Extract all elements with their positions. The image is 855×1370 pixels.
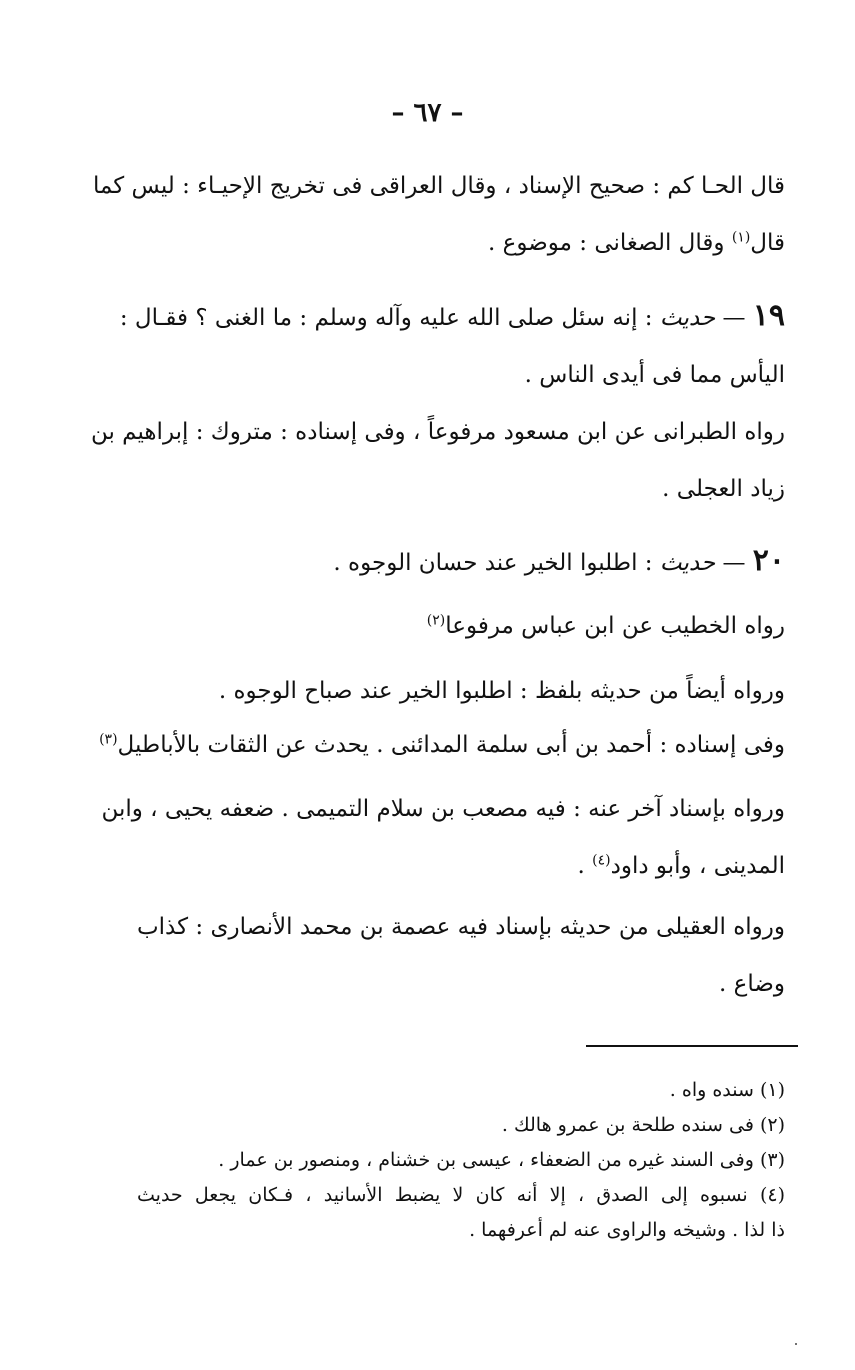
text-line	[137, 215, 785, 272]
hadith-number: ١٩	[752, 298, 785, 333]
text-fragment: : إنه سئل صلى الله عليه وآله وسلم : ما الغنى ؟ فقـال :	[119, 305, 653, 331]
text-line	[137, 838, 785, 895]
paragraph-musab	[101, 781, 785, 895]
paragraph-tabarani	[90, 404, 785, 518]
text-line: ورواه أيضاً من حديثه بلفظ : اطلبوا الخير عند صباح الوجوه .	[218, 678, 785, 704]
footnotes	[137, 1073, 785, 1248]
text-line: وضاع .	[719, 971, 785, 997]
footnote-4: (٤) نسبوه إلى الصدق ، إلا أنه كان لا يضبط الأسانيد ، فـكان يجعل حديث	[137, 1184, 785, 1206]
footnote-2: (٢) فى سنده طلحة بن عمرو هالك .	[501, 1114, 785, 1136]
footnote-3: (٣) وفى السند غيره من الضعفاء ، عيسى بن خشنام ، ومنصور بن عمار .	[218, 1149, 785, 1171]
text-line	[137, 598, 785, 655]
paragraph-uqayli	[137, 899, 785, 1013]
text-line	[119, 287, 785, 347]
scan-speck	[795, 1343, 797, 1345]
text-fragment: قال	[750, 230, 785, 256]
footnote-marker-2: (٢)	[426, 612, 446, 629]
hadith-20	[137, 532, 785, 592]
text-line	[137, 532, 785, 592]
text-line: قال الحـا كم : صحيح الإسناد ، وقال العراقى فى تخريج الإحيـاء : ليس كما	[92, 173, 785, 199]
footnote-4-continued: ذا لذا . وشيخه والراوى عنه لم أعرفهما .	[469, 1219, 785, 1241]
text-line: زياد العجلى .	[662, 476, 785, 502]
text-line: اليأس مما فى أيدى الناس .	[524, 362, 785, 388]
paragraph-khatib	[137, 598, 785, 655]
footnote-separator	[586, 1045, 798, 1047]
footnote-1: (١) سنده واه .	[669, 1079, 785, 1101]
footnote-marker-1: (١)	[731, 229, 751, 246]
hadith-keyword: حديث	[659, 305, 716, 331]
text-line: ورواه بإسناد آخر عنه : فيه مصعب بن سلام التميمى . ضعفه يحيى ، وابن	[101, 796, 785, 822]
text-fragment: وقال الصغانى : موضوع .	[488, 230, 725, 256]
footnote-marker-4: (٤)	[592, 852, 611, 869]
text-fragment: رواه الخطيب عن ابن عباس مرفوعا	[445, 613, 785, 639]
dash: —	[722, 550, 746, 576]
dash: —	[722, 305, 746, 331]
paragraph-1	[92, 158, 785, 272]
hadith-keyword: حديث	[659, 550, 716, 576]
text-fragment: وفى إسناده : أحمد بن أبى سلمة المدائنى . يحدث عن الثقات بالأباطيل	[117, 732, 785, 758]
paragraph-madaini	[99, 717, 785, 774]
text-fragment: .	[577, 853, 585, 879]
hadith-19	[119, 287, 785, 404]
footnote-marker-3: (٣)	[99, 731, 118, 748]
text-fragment: المدينى ، وأبو داود	[610, 853, 785, 879]
text-line: ورواه العقيلى من حديثه بإسناد فيه عصمة بن محمد الأنصارى : كذاب	[137, 914, 785, 940]
text-line	[99, 717, 785, 774]
text-fragment: : اطلبوا الخير عند حسان الوجوه .	[333, 550, 653, 576]
paragraph-lafz	[137, 663, 785, 720]
page-number: – ٦٧ –	[391, 98, 464, 128]
text-line: رواه الطبرانى عن ابن مسعود مرفوعاً ، وفى إسناده : متروك : إبراهيم بن	[90, 419, 785, 445]
hadith-number: ٢٠	[752, 543, 785, 578]
